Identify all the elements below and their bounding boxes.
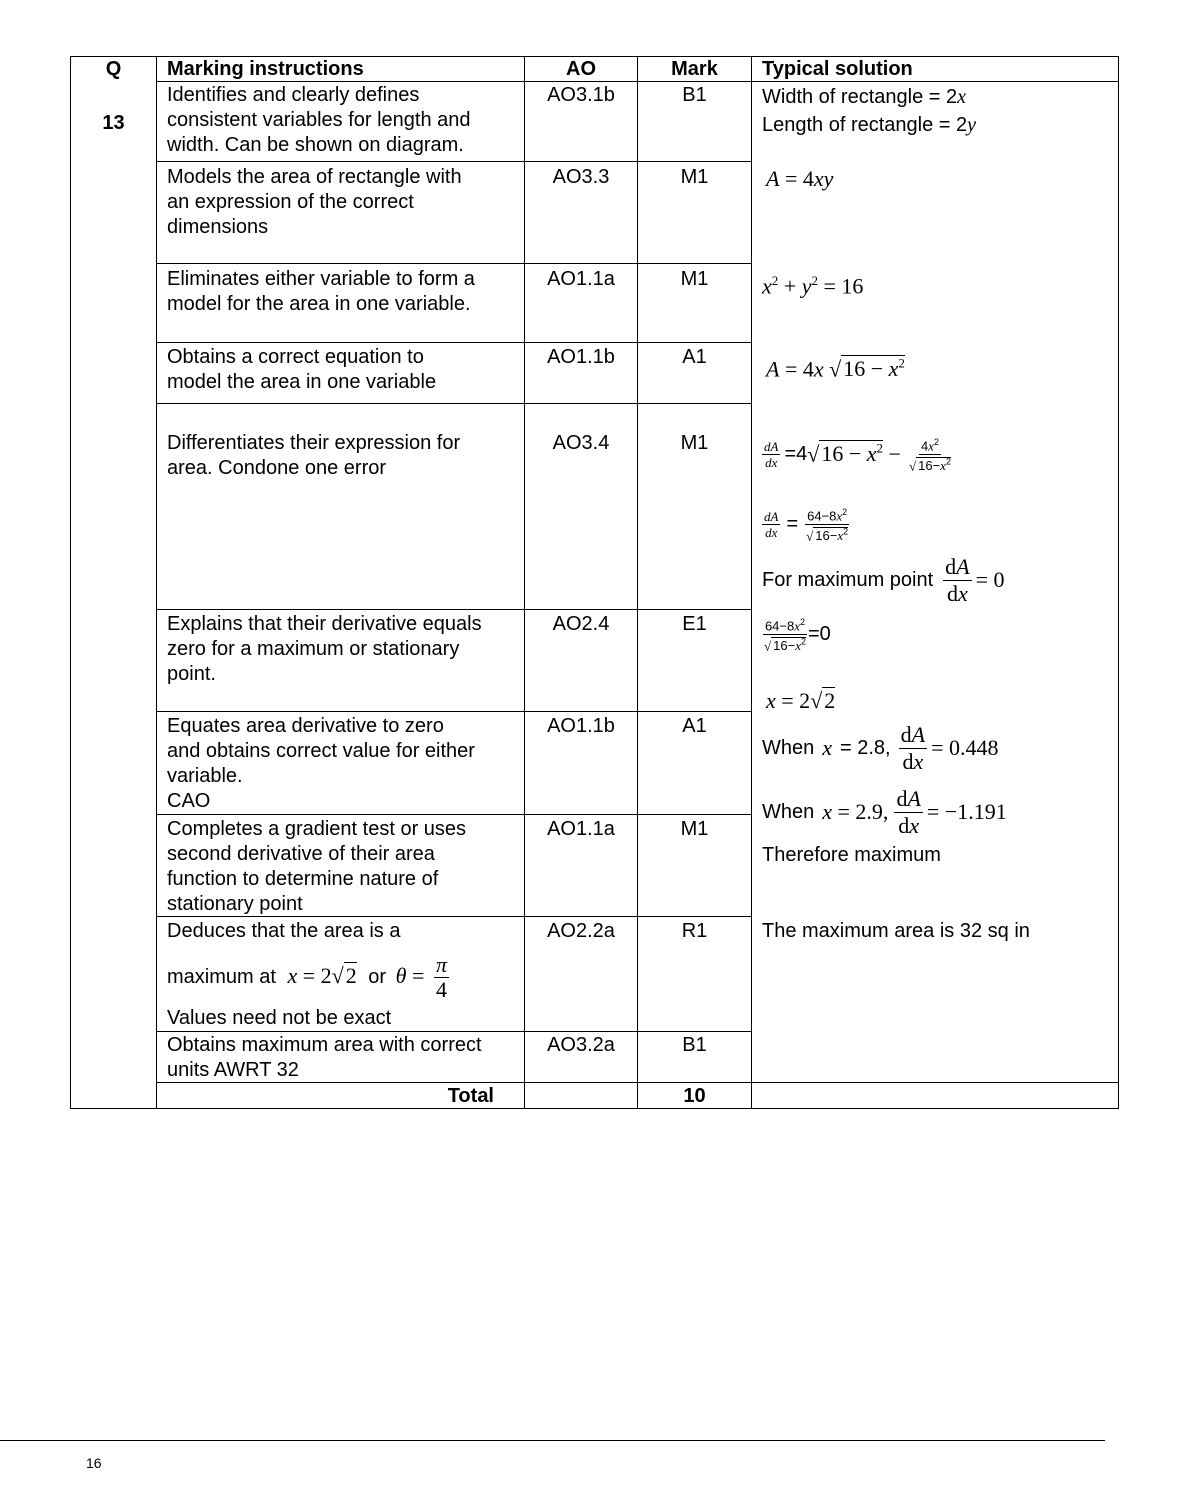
row-9-ao: AO2.2a: [547, 920, 615, 942]
row-7-mark: A1: [682, 715, 707, 737]
row-8-ao: AO1.1a: [547, 818, 615, 840]
row-6-ao: AO2.4: [552, 613, 610, 635]
solution-derivative-zero: $\frac{64-8x^2}{√ 16-x^2}$ =0: [764, 617, 831, 653]
row-7-instructions: Equates area derivative to zero and obtains correct value for either variable. CAO: [167, 715, 475, 812]
header-mark: Mark: [671, 58, 718, 80]
row-9-line-2: maximum at x = 2√2 or θ = $\frac{\pi}{4}$: [167, 952, 447, 1003]
page-number: 16: [86, 1455, 102, 1471]
row-1-instructions: Identifies and clearly defines consistent variables for length and width. Can be shown on diagram.: [167, 84, 471, 156]
solution-when-2-9: When x = 2.9, $\frac{dA}{dx}$ = −1.191: [762, 785, 1007, 838]
solution-when-2-8: When x = 2.8, $\frac{dA}{dx}$ = 0.448: [762, 721, 999, 774]
row-7-ao: AO1.1b: [547, 715, 615, 737]
total-label: Total: [447, 1085, 494, 1107]
row-10-ao: AO3.2a: [547, 1034, 615, 1056]
row-4-instructions: Obtains a correct equation to model the area in one variable: [167, 346, 437, 393]
solution-derivative-1: $\frac{dA}{dx}$ =4 $√16 - x^2$ − $\frac{4x^2}{√ 16-x^2}$: [764, 437, 951, 473]
row-10-mark: B1: [682, 1034, 707, 1056]
solution-area-one-var: A = 4x $√16 - x^2$: [766, 356, 905, 382]
total-mark: 10: [683, 1085, 706, 1107]
row-9-line-3: Values need not be exact: [167, 1007, 392, 1029]
row-5-ao: AO3.4: [552, 432, 610, 454]
row-1-ao: AO3.1b: [547, 84, 615, 106]
row-10-instructions: Obtains maximum area with correct units AWRT 32: [167, 1034, 482, 1081]
row-2-ao: AO3.3: [552, 166, 610, 188]
header-marking-instructions: Marking instructions: [167, 58, 364, 80]
row-1-mark: B1: [682, 84, 707, 106]
row-9-mark: R1: [681, 920, 708, 942]
solution-width: Width of rectangle = 2x: [762, 86, 966, 108]
row-5-mark: M1: [680, 432, 709, 454]
row-3-mark: M1: [680, 268, 709, 290]
header-ao: AO: [566, 58, 596, 80]
row-6-instructions: Explains that their derivative equals zero for a maximum or stationary point.: [167, 613, 482, 685]
solution-for-max-point: For maximum point $\frac{dA}{dx}$ = 0: [762, 553, 1005, 606]
solution-x-value: x = 2√2: [766, 688, 836, 713]
row-2-instructions: Models the area of rectangle with an expression of the correct dimensions: [167, 166, 462, 238]
question-number: 13: [102, 112, 125, 134]
row-8-mark: M1: [680, 818, 709, 840]
footer-rule: [0, 1440, 1105, 1441]
row-2-mark: M1: [680, 166, 709, 188]
solution-derivative-2: $\frac{dA}{dx}$ = $\frac{64-8x^2}{√ 16-x^2}$: [764, 507, 849, 543]
row-9-line-1: Deduces that the area is a: [167, 920, 401, 942]
row-4-ao: AO1.1b: [547, 346, 615, 368]
row-5-instructions: Differentiates their expression for area. Condone one error: [167, 432, 461, 479]
row-6-mark: E1: [682, 613, 707, 635]
solution-therefore-maximum: Therefore maximum: [762, 844, 941, 866]
solution-area-xy: A = 4xy: [766, 166, 834, 191]
solution-length: Length of rectangle = 2y: [762, 114, 977, 136]
solution-max-area: The maximum area is 32 sq in: [762, 920, 1030, 942]
solution-circle-eq: $x^2 + y^2 = 16$: [762, 273, 864, 299]
header-q: Q: [105, 58, 122, 80]
row-3-instructions: Eliminates either variable to form a model for the area in one variable.: [167, 268, 475, 315]
row-4-mark: A1: [682, 346, 707, 368]
row-8-instructions: Completes a gradient test or uses second derivative of their area function to determine nature of stationary point: [167, 818, 467, 915]
header-typical-solution: Typical solution: [762, 58, 913, 80]
row-3-ao: AO1.1a: [547, 268, 615, 290]
